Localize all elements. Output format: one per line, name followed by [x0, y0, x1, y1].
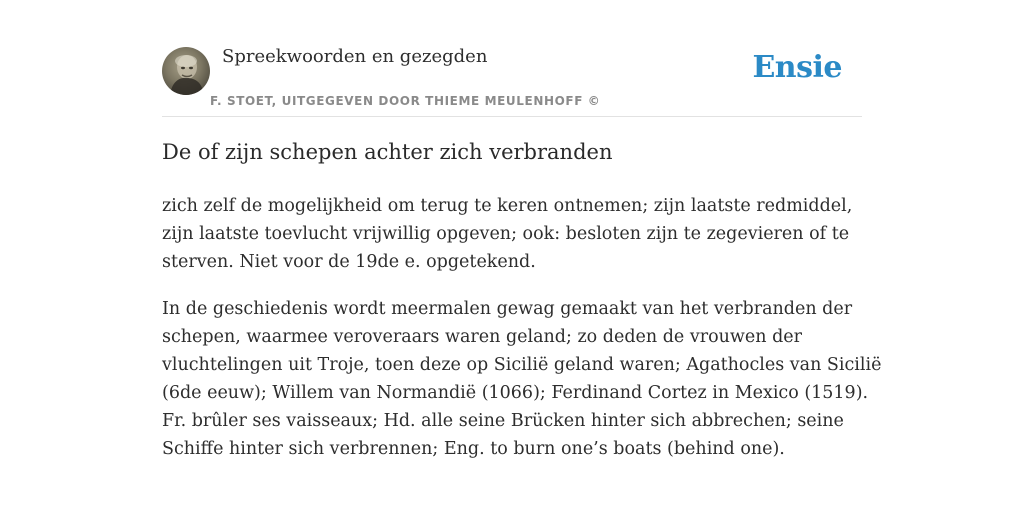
paragraph-line: zich zelf de mogelijkheid om terug te keren ontnemen; zijn laatste redmiddel,	[162, 196, 853, 216]
entry-paragraph-1	[162, 192, 862, 276]
paragraph-line: Fr. brûler ses vaisseaux; Hd. alle seine Brücken hinter sich abbrechen; seine	[162, 411, 844, 431]
paragraph-line: vluchtelingen uit Troje, toen deze op Sicilië geland waren; Agathocles van Sicilië	[162, 355, 882, 375]
ensie-logo[interactable]: Ensie	[752, 50, 842, 85]
paragraph-line: Schiffe hinter sich verbrennen; Eng. to burn one’s boats (behind one).	[162, 439, 785, 459]
paragraph-line: schepen, waarmee veroveraars waren geland; zo deden de vrouwen der	[162, 327, 803, 347]
entry-title: De of zijn schepen achter zich verbranden	[162, 140, 613, 164]
paragraph-line: sterven. Niet voor de 19de e. opgetekend.	[162, 252, 536, 272]
source-credit: F. STOET, UITGEGEVEN DOOR THIEME MEULENHOFF ©	[210, 94, 601, 108]
source-title[interactable]: Spreekwoorden en gezegden	[222, 46, 488, 67]
entry-paragraph-2	[162, 295, 882, 463]
paragraph-line: (6de eeuw); Willem van Normandië (1066); Ferdinand Cortez in Mexico (1519).	[162, 383, 869, 403]
paragraph-line: In de geschiedenis wordt meermalen gewag gemaakt van het verbranden der	[162, 299, 853, 319]
author-portrait-icon[interactable]	[162, 47, 210, 95]
source-header	[162, 0, 862, 117]
entry-card	[162, 0, 882, 512]
paragraph-line: zijn laatste toevlucht vrijwillig opgeven; ook: besloten zijn te zegevieren of te	[162, 224, 850, 244]
